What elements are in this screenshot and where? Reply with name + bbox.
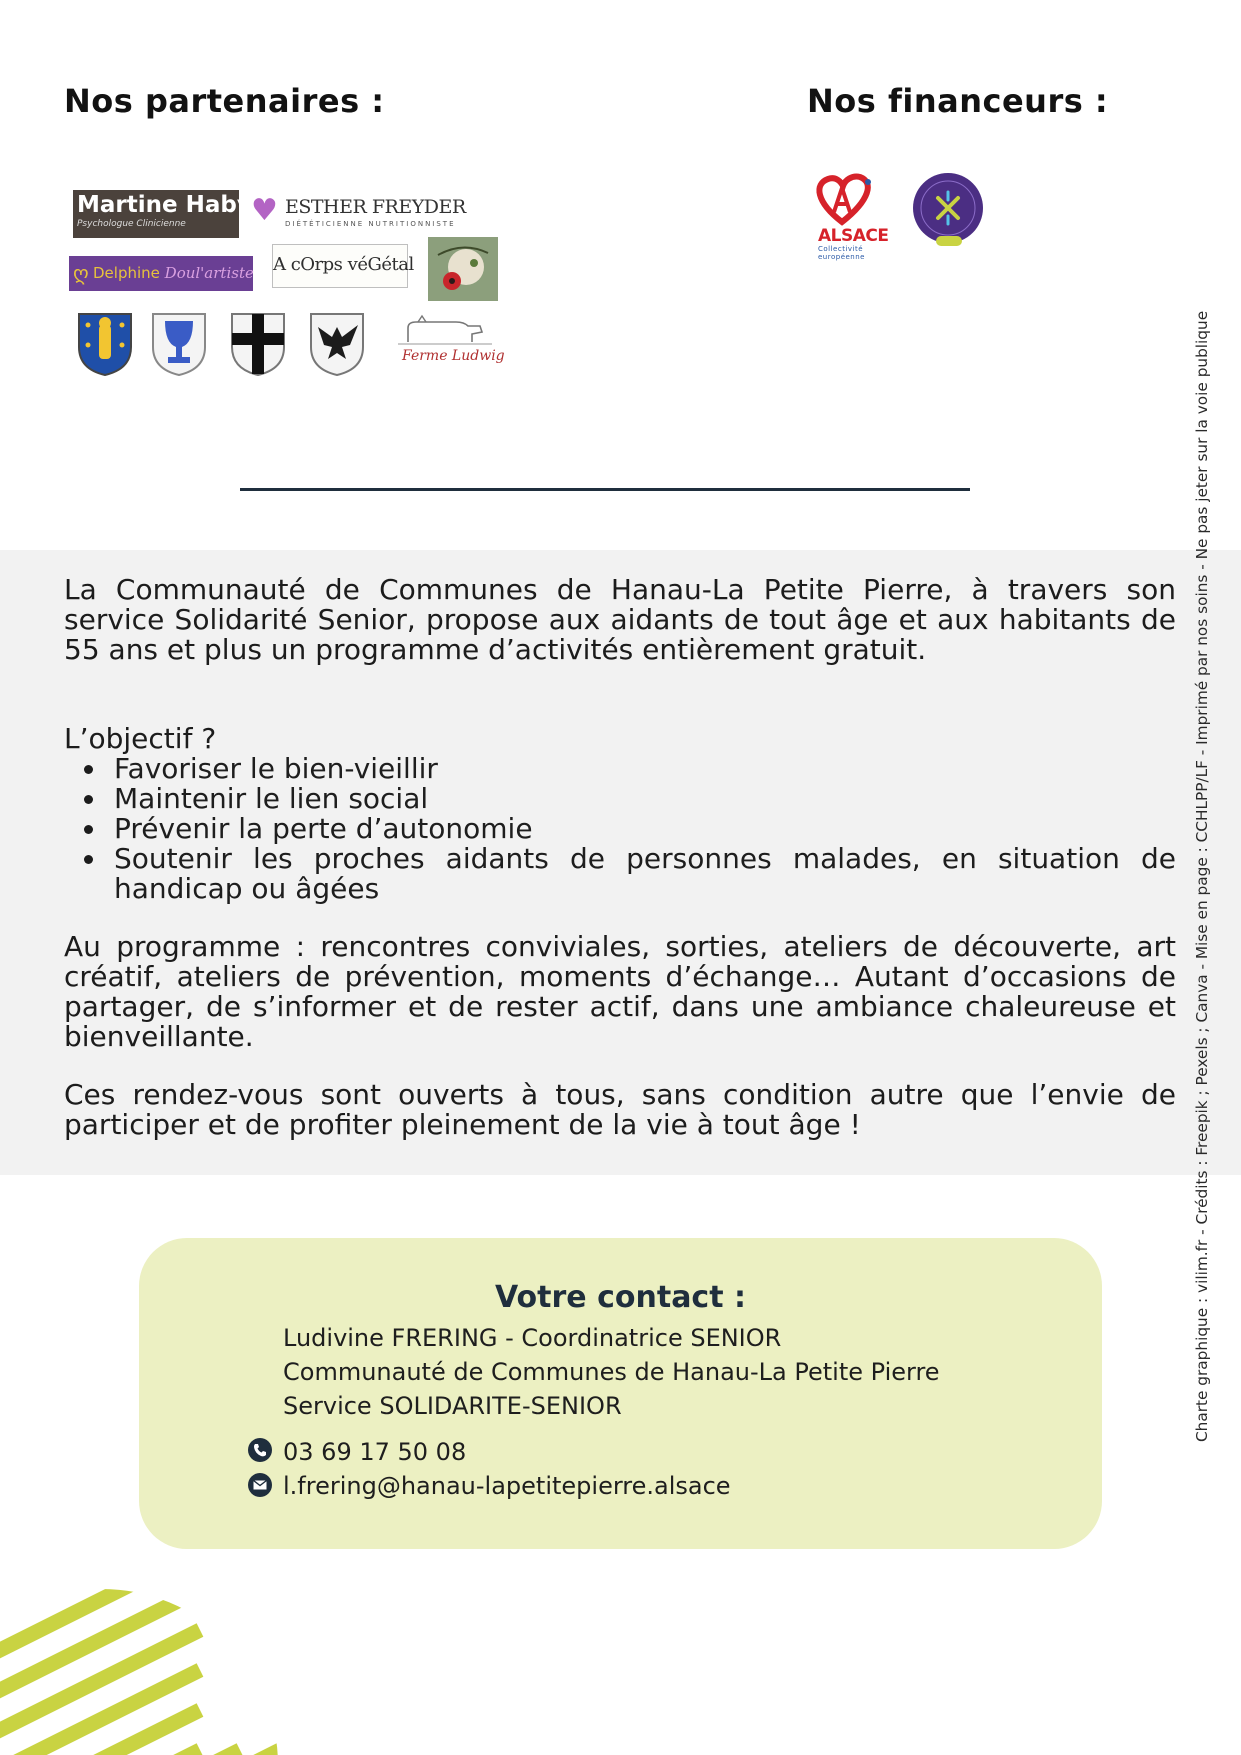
conference-financeurs-logo: [910, 170, 986, 254]
section-divider: [240, 488, 970, 491]
decorative-stripes: [0, 1550, 278, 1755]
crest-chalice-icon: [150, 311, 208, 377]
haby-logo-name: Martine Haby: [77, 192, 252, 218]
crest-cross-icon: [229, 311, 287, 377]
contact-service: Service SOLIDARITE-SENIOR: [283, 1392, 622, 1420]
delphine-logo-name: Delphine: [93, 264, 160, 282]
list-item: Favoriser le bien-vieillir: [64, 754, 1176, 784]
martine-haby-logo: [73, 190, 252, 238]
partners-title: Nos partenaires :: [64, 82, 385, 120]
contact-email-link[interactable]: l.frering@hanau-lapetitepierre.alsace: [283, 1472, 731, 1500]
funders-title: Nos financeurs :: [807, 82, 1109, 120]
alsace-heart-icon: [812, 174, 888, 226]
haby-logo-subtitle: Psychologue Clinicienne: [77, 219, 186, 229]
esther-freyder-logo: [251, 194, 471, 234]
contact-card: [139, 1238, 1102, 1549]
alsace-collectivite-logo: [812, 174, 888, 262]
epicerie-logo: [428, 237, 498, 301]
program-paragraph: Au programme : rencontres conviviales, sorties, ateliers de découverte, art créatif, ateliers de prévention, moments d’échange… Autant d’occasions de partager, de s’informer et de rester actif, dans une ambiance chaleureuse et bienveillante.: [64, 930, 1176, 1053]
cow-icon: [396, 314, 494, 348]
crest-eagle-icon: [308, 311, 366, 377]
contact-organization: Communauté de Communes de Hanau-La Petite Pierre: [283, 1358, 940, 1386]
objectives-list: [64, 754, 1176, 904]
list-item: Soutenir les proches aidants de personnes malades, en situation de handicap ou âgées: [64, 844, 1176, 904]
objective-label: L’objectif ?: [64, 722, 217, 755]
conclusion-paragraph: Ces rendez-vous sont ouverts à tous, sans condition autre que l’envie de participer et de profiter pleinement de la vie à tout âge !: [64, 1078, 1176, 1141]
contact-title: Votre contact :: [494, 1280, 746, 1315]
vertical-credits: Charte graphique : vilim.fr - Crédits : Freepik ; Pexels ; Canva - Mise en page : CCHLPP/LF - Imprimé par nos soins - Ne pas jeter sur la voie publique: [1193, 310, 1211, 1442]
contact-phone-link[interactable]: 03 69 17 50 08: [283, 1438, 467, 1466]
delphine-logo-subtitle: Doul'artiste: [164, 264, 254, 282]
list-item: Prévenir la perte d’autonomie: [64, 814, 1176, 844]
alsace-logo-word: ALSACE: [818, 226, 889, 246]
freyder-logo-name: ESTHER FREYDER: [285, 196, 466, 218]
mail-icon: [247, 1472, 273, 1498]
phone-icon: [247, 1437, 273, 1463]
intro-paragraph: La Communauté de Communes de Hanau-La Petite Pierre, à travers son service Solidarité Senior, propose aux aidants de tout âge et aux habitants de 55 ans et plus un programme d’activités entièrement gratuit.: [64, 573, 1176, 666]
crest-saint-icon: [76, 311, 134, 377]
list-item: Maintenir le lien social: [64, 784, 1176, 814]
epicerie-logo-graphic: [428, 237, 498, 301]
heart-icon: ♥: [251, 193, 278, 228]
a-corps-vegetal-logo: A cOrps véGétal: [272, 244, 408, 288]
alsace-logo-subtitle: Collectivité européenne: [818, 245, 865, 261]
swirl-icon: ღ: [73, 261, 89, 285]
contact-name: Ludivine FRERING - Coordinatrice SENIOR: [283, 1324, 782, 1352]
ferme-ludwig-logo: [396, 314, 505, 372]
ferme-logo-name: Ferme Ludwig: [402, 348, 505, 364]
delphine-doulartiste-logo: [69, 256, 253, 291]
freyder-logo-subtitle: DIÉTÉTICIENNE NUTRITIONNISTE: [285, 220, 456, 228]
